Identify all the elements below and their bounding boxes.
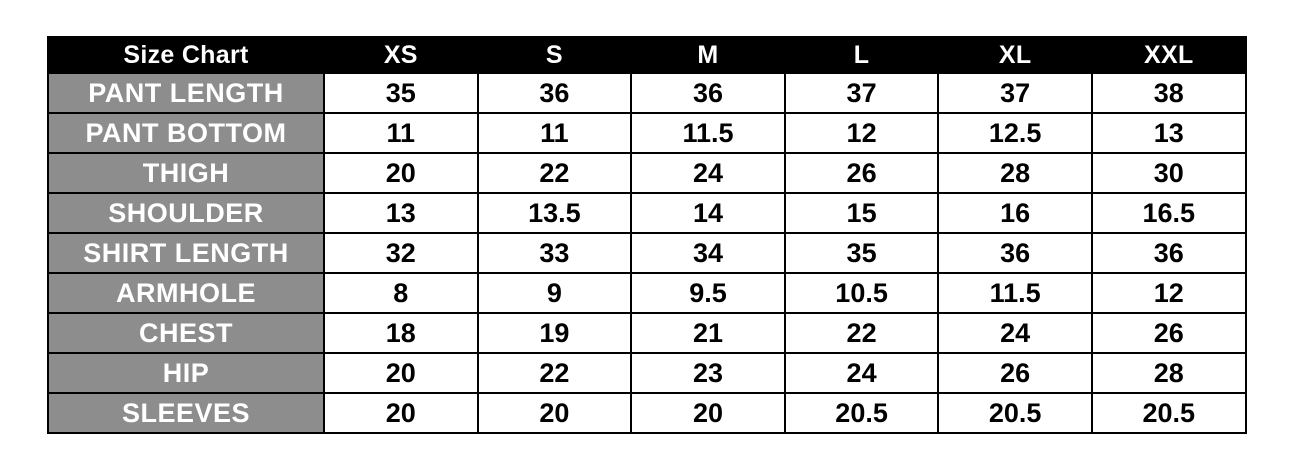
header-row xyxy=(48,37,1246,73)
row-label: CHEST xyxy=(48,313,324,353)
table-cell: 24 xyxy=(785,353,939,393)
table-row xyxy=(48,353,1246,393)
table-cell: 20.5 xyxy=(1092,393,1246,433)
table-cell: 36 xyxy=(938,233,1092,273)
table-cell: 37 xyxy=(785,73,939,113)
table-cell: 35 xyxy=(785,233,939,273)
table-cell: 36 xyxy=(478,73,632,113)
table-cell: 20.5 xyxy=(785,393,939,433)
table-cell: 20 xyxy=(478,393,632,433)
size-chart-container xyxy=(47,36,1245,434)
table-cell: 20 xyxy=(324,393,478,433)
table-row xyxy=(48,273,1246,313)
table-cell: 8 xyxy=(324,273,478,313)
table-cell: 11 xyxy=(478,113,632,153)
table-cell: 13.5 xyxy=(478,193,632,233)
table-cell: 33 xyxy=(478,233,632,273)
table-cell: 26 xyxy=(1092,313,1246,353)
table-cell: 9.5 xyxy=(631,273,785,313)
table-cell: 34 xyxy=(631,233,785,273)
column-header-xl: XL xyxy=(938,37,1092,73)
table-cell: 10.5 xyxy=(785,273,939,313)
table-cell: 9 xyxy=(478,273,632,313)
row-label: PANT BOTTOM xyxy=(48,113,324,153)
row-label: SLEEVES xyxy=(48,393,324,433)
table-row xyxy=(48,193,1246,233)
row-label: ARMHOLE xyxy=(48,273,324,313)
table-cell: 37 xyxy=(938,73,1092,113)
table-cell: 28 xyxy=(938,153,1092,193)
table-cell: 22 xyxy=(478,353,632,393)
row-label: THIGH xyxy=(48,153,324,193)
table-cell: 36 xyxy=(631,73,785,113)
table-cell: 15 xyxy=(785,193,939,233)
column-header-s: S xyxy=(478,37,632,73)
table-cell: 12 xyxy=(785,113,939,153)
table-cell: 22 xyxy=(785,313,939,353)
table-cell: 20 xyxy=(631,393,785,433)
table-cell: 12.5 xyxy=(938,113,1092,153)
table-cell: 19 xyxy=(478,313,632,353)
table-cell: 20.5 xyxy=(938,393,1092,433)
table-row xyxy=(48,313,1246,353)
size-chart-table xyxy=(47,36,1247,434)
table-cell: 35 xyxy=(324,73,478,113)
table-body xyxy=(48,73,1246,433)
column-header-xxl: XXL xyxy=(1092,37,1246,73)
column-header-m: M xyxy=(631,37,785,73)
table-cell: 11 xyxy=(324,113,478,153)
table-cell: 38 xyxy=(1092,73,1246,113)
table-cell: 24 xyxy=(631,153,785,193)
table-cell: 23 xyxy=(631,353,785,393)
table-cell: 30 xyxy=(1092,153,1246,193)
table-cell: 36 xyxy=(1092,233,1246,273)
row-label: PANT LENGTH xyxy=(48,73,324,113)
table-cell: 20 xyxy=(324,153,478,193)
table-row xyxy=(48,233,1246,273)
column-header-xs: XS xyxy=(324,37,478,73)
table-cell: 16.5 xyxy=(1092,193,1246,233)
table-cell: 22 xyxy=(478,153,632,193)
table-cell: 16 xyxy=(938,193,1092,233)
table-cell: 24 xyxy=(938,313,1092,353)
table-cell: 20 xyxy=(324,353,478,393)
table-cell: 32 xyxy=(324,233,478,273)
size-chart-title-cell: Size Chart xyxy=(48,37,324,73)
row-label: SHOULDER xyxy=(48,193,324,233)
table-cell: 14 xyxy=(631,193,785,233)
table-cell: 26 xyxy=(785,153,939,193)
table-row xyxy=(48,153,1246,193)
table-cell: 26 xyxy=(938,353,1092,393)
table-header xyxy=(48,37,1246,73)
table-cell: 18 xyxy=(324,313,478,353)
row-label: SHIRT LENGTH xyxy=(48,233,324,273)
table-cell: 11.5 xyxy=(631,113,785,153)
table-row xyxy=(48,113,1246,153)
table-row xyxy=(48,73,1246,113)
table-row xyxy=(48,393,1246,433)
table-cell: 12 xyxy=(1092,273,1246,313)
table-cell: 28 xyxy=(1092,353,1246,393)
table-cell: 13 xyxy=(1092,113,1246,153)
row-label: HIP xyxy=(48,353,324,393)
table-cell: 11.5 xyxy=(938,273,1092,313)
table-cell: 21 xyxy=(631,313,785,353)
column-header-l: L xyxy=(785,37,939,73)
table-cell: 13 xyxy=(324,193,478,233)
